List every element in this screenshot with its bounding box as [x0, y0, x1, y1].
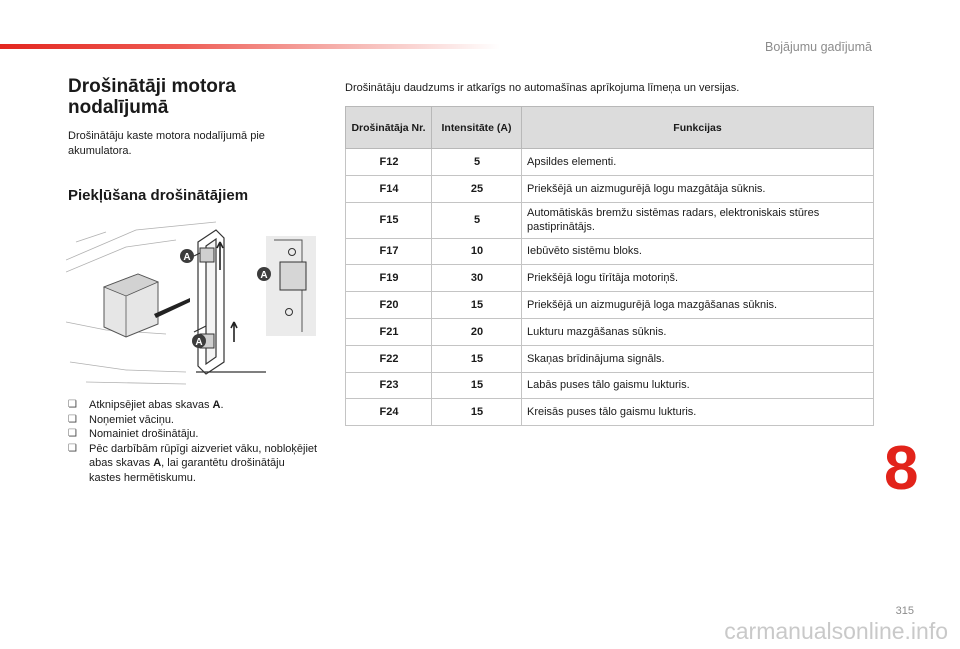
callout-a-icon: [257, 267, 271, 281]
intensity-cell: 15: [432, 399, 522, 426]
fuse-number-cell: F17: [346, 238, 432, 265]
check-box-icon: ❏: [68, 442, 77, 454]
fuse-number-cell: F20: [346, 292, 432, 319]
access-section-title: Piekļūšana drošinātājiem: [68, 187, 249, 204]
function-cell: Lukturu mazgāšanas sūknis.: [522, 318, 874, 345]
function-cell: Kreisās puses tālo gaismu lukturis.: [522, 399, 874, 426]
intensity-cell: 5: [432, 202, 522, 238]
table-row: [346, 202, 874, 238]
intensity-cell: 15: [432, 292, 522, 319]
page-number: 315: [895, 605, 914, 617]
fuse-number-cell: F21: [346, 318, 432, 345]
table-row: [346, 149, 874, 176]
fuse-number-cell: F14: [346, 175, 432, 202]
clip-a-top: [200, 248, 214, 262]
callout-a-icon: [192, 334, 206, 348]
table-row: [346, 265, 874, 292]
table-row: [346, 238, 874, 265]
section-header: Bojājumu gadījumā: [764, 40, 872, 54]
intensity-cell: 25: [432, 175, 522, 202]
accent-stripe: [0, 44, 500, 49]
function-cell: Skaņas brīdinājuma signāls.: [522, 345, 874, 372]
intro-paragraph: Drošinātāju kaste motora nodalījumā pie akumulatora.: [68, 130, 265, 157]
callout-a-icon: [180, 249, 194, 263]
intensity-cell: 15: [432, 345, 522, 372]
check-box-icon: ❏: [68, 413, 77, 425]
svg-text:A: A: [195, 337, 203, 348]
function-cell: Priekšējā un aizmugurējā loga mazgāšanas sūknis.: [522, 292, 874, 319]
arrow-up-icon: [231, 322, 237, 342]
fuse-number-cell: F23: [346, 372, 432, 399]
intensity-cell: 10: [432, 238, 522, 265]
list-item: ❏ Pēc darbībām rūpīgi aizveriet vāku, nobloķējiet abas skavas A, lai garantētu drošinātāju kastes hermētiskumu.: [68, 442, 318, 484]
check-box-icon: ❏: [68, 428, 77, 439]
instruction-steps: [68, 398, 318, 485]
function-cell: Automātiskās bremžu sistēmas radars, elektroniskais stūres pastiprinātājs.: [522, 202, 874, 238]
pointer-wedge: [154, 298, 190, 318]
page-title: Drošinātāji motora nodalījumā: [68, 76, 236, 118]
header-intensity: Intensitāte (A): [432, 107, 522, 149]
table-row: [346, 292, 874, 319]
function-cell: Priekšējā logu tīrītāja motoriņš.: [522, 265, 874, 292]
svg-text:A: A: [183, 252, 191, 263]
list-item: ❏ Nomainiet drošinātāju.: [68, 428, 199, 440]
function-cell: Labās puses tālo gaismu lukturis.: [522, 372, 874, 399]
fuse-box-illustration: [66, 212, 316, 390]
table-row: [346, 318, 874, 345]
header-fuse-number: Drošinātāja Nr.: [346, 107, 432, 149]
table-note: Drošinātāju daudzums ir atkarīgs no automašīnas aprīkojuma līmeņa un versijas.: [345, 82, 740, 94]
fuse-number-cell: F24: [346, 399, 432, 426]
fuse-number-cell: F19: [346, 265, 432, 292]
fuse-number-cell: F12: [346, 149, 432, 176]
table-row: [346, 372, 874, 399]
fuse-table: [345, 106, 874, 426]
function-cell: Priekšējā un aizmugurējā logu mazgātāja sūknis.: [522, 175, 874, 202]
table-header-row: [346, 107, 874, 149]
intensity-cell: 15: [432, 372, 522, 399]
intensity-cell: 20: [432, 318, 522, 345]
function-cell: Iebūvēto sistēmu bloks.: [522, 238, 874, 265]
function-cell: Apsildes elementi.: [522, 149, 874, 176]
list-item: ❏ Noņemiet vāciņu.: [68, 413, 174, 426]
table-row: [346, 399, 874, 426]
table-row: [346, 175, 874, 202]
header-functions: Funkcijas: [522, 107, 874, 149]
watermark: carmanualsonline.info: [724, 618, 948, 644]
table-row: [346, 345, 874, 372]
list-item: ❏ Atknipsējiet abas skavas A.: [68, 399, 224, 411]
intensity-cell: 5: [432, 149, 522, 176]
chapter-number: 8: [884, 434, 919, 503]
svg-text:A: A: [260, 270, 268, 281]
fuse-number-cell: F15: [346, 202, 432, 238]
fuse-number-cell: F22: [346, 345, 432, 372]
check-box-icon: ❏: [68, 399, 77, 410]
intensity-cell: 30: [432, 265, 522, 292]
